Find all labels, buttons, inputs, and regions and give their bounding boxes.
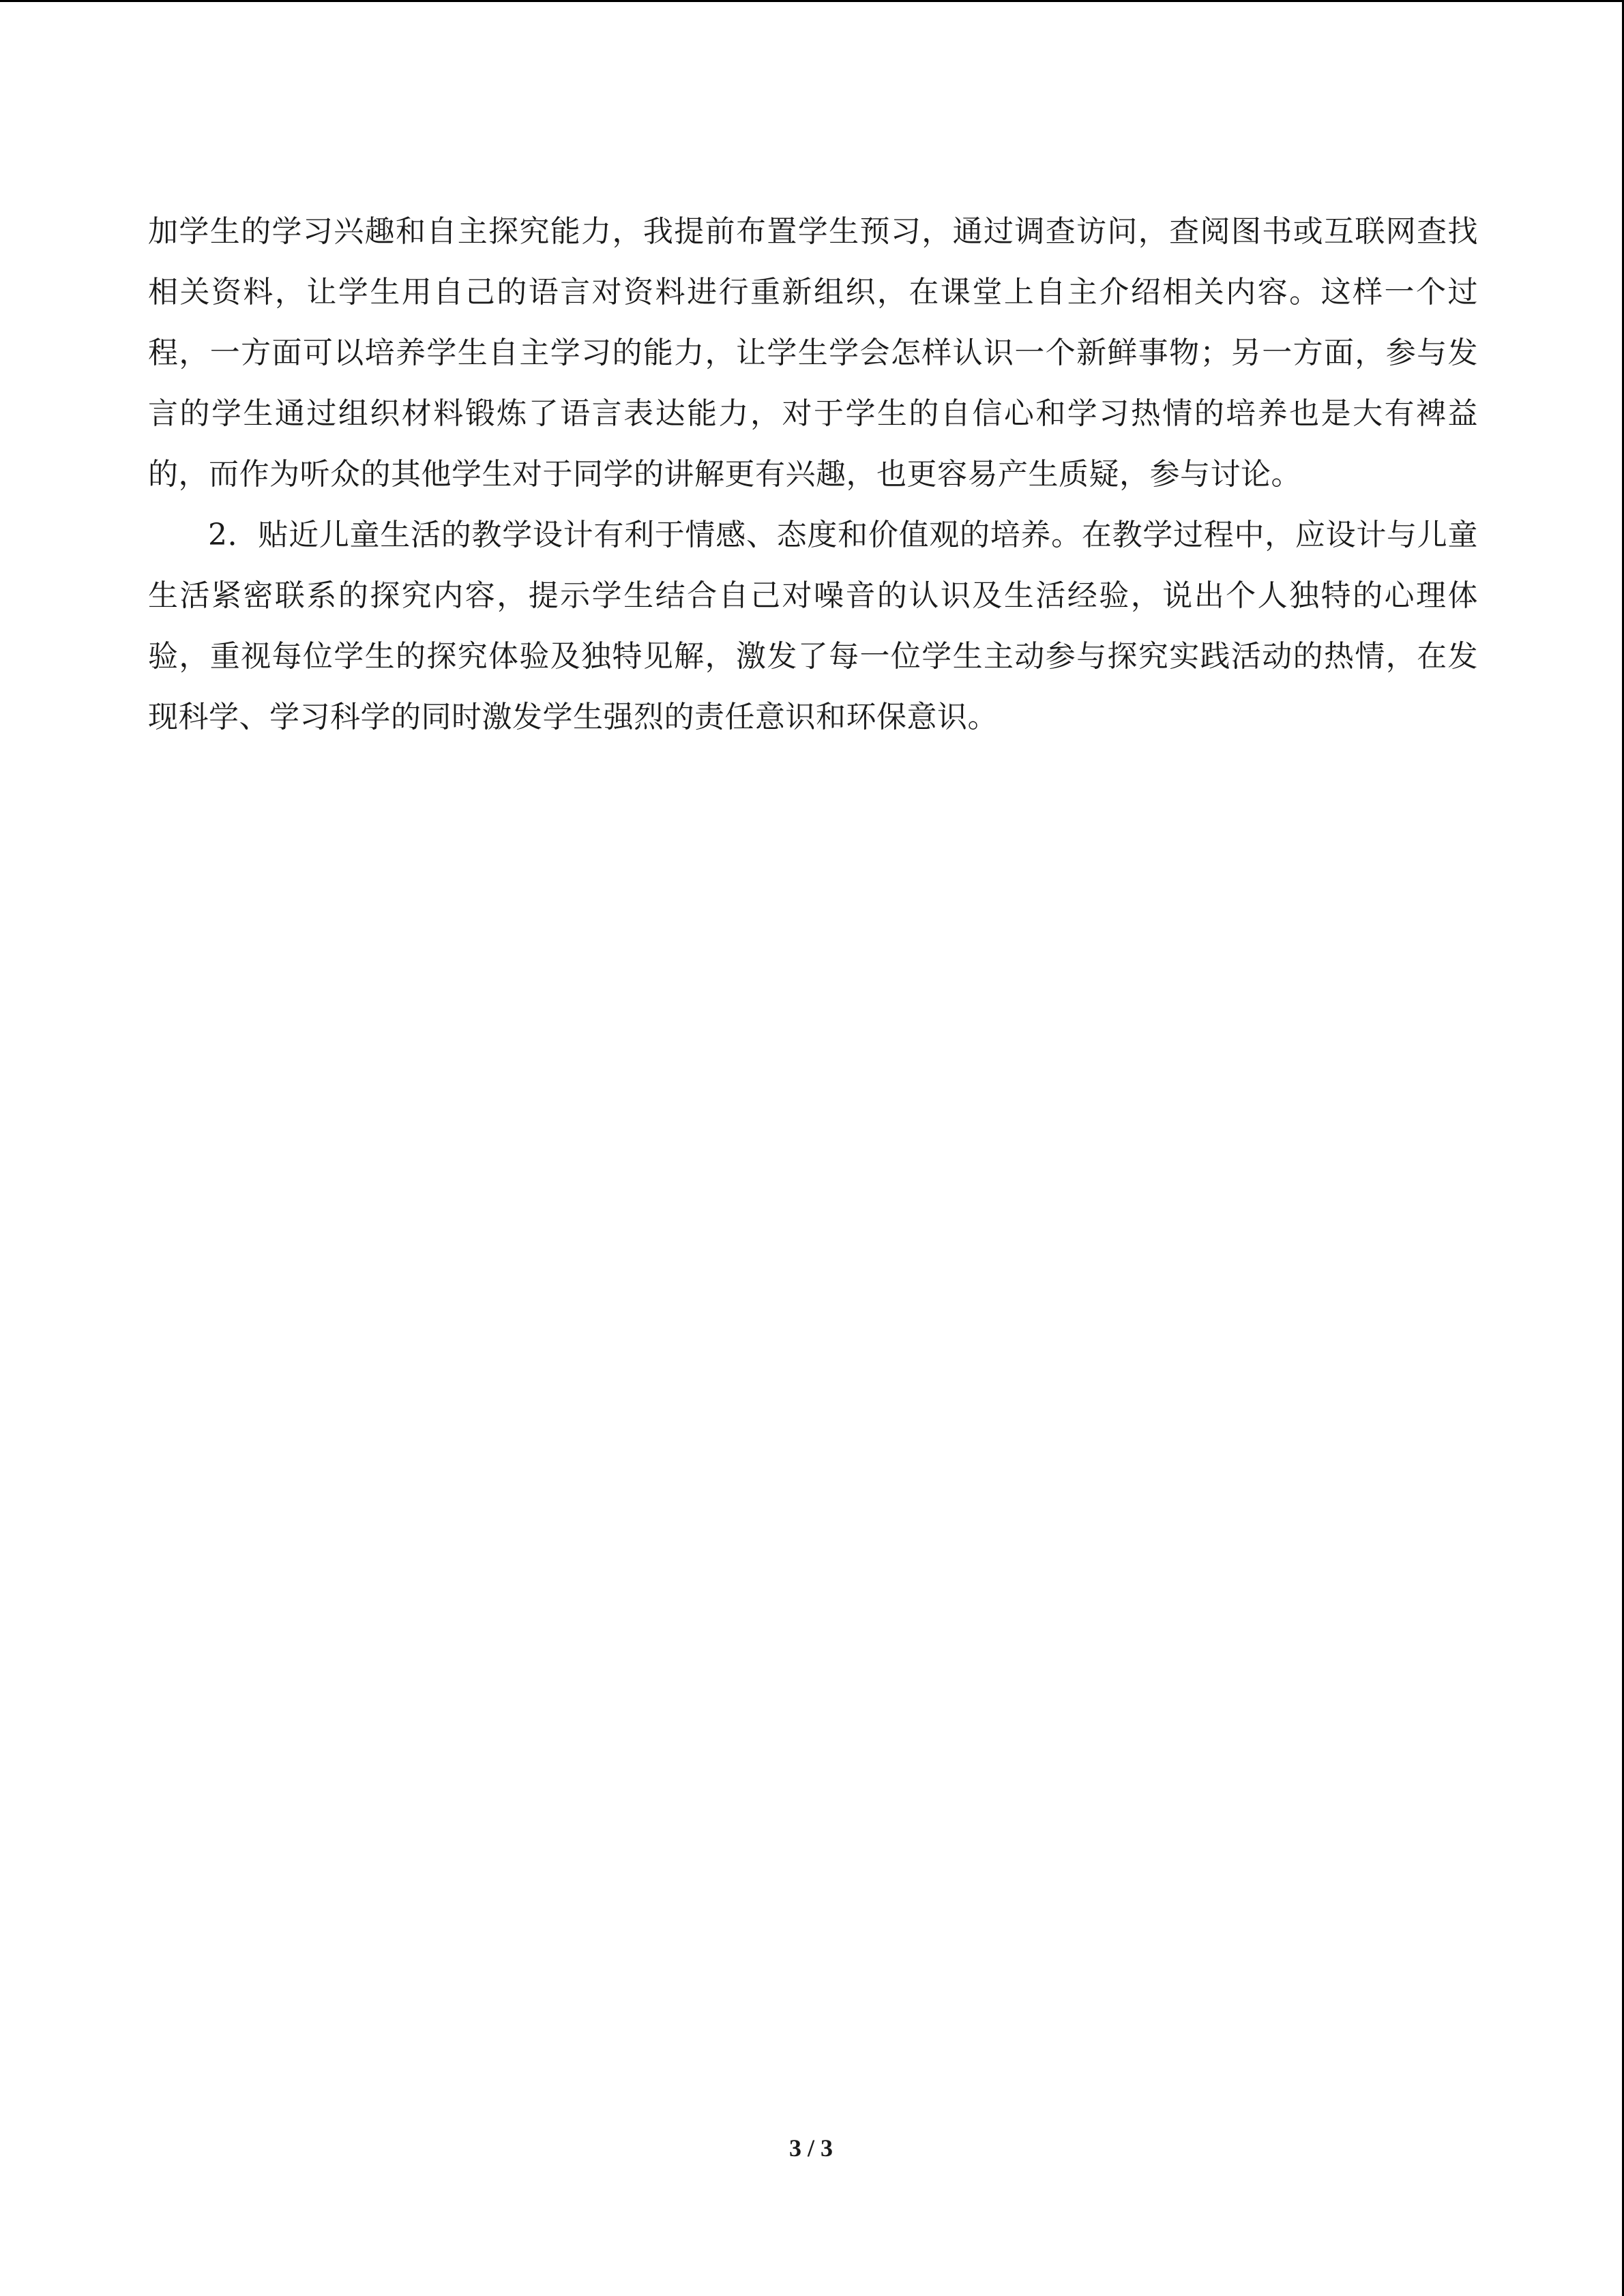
paragraph-2: 2．贴近儿童生活的教学设计有利于情感、态度和价值观的培养。在教学过程中，应设计与儿童生活紧密联系的探究内容，提示学生结合自己对噪音的认识及生活经验，说出个人独特的心理体验，重视每位学生的探究体验及独特见解，激发了每一位学生主动参与探究实践活动的热情，在发现科学、学习科学的同时激发学生强烈的责任意识和环保意识。 [148, 518, 1478, 734]
page-number: 3 / 3 [788, 2134, 833, 2162]
document-body [148, 201, 1478, 747]
paragraph-1: 加学生的学习兴趣和自主探究能力，我提前布置学生预习，通过调查访问，查阅图书或互联网查找相关资料，让学生用自己的语言对资料进行重新组织，在课堂上自主介绍相关内容。这样一个过程，一方面可以培养学生自主学习的能力，让学生学会怎样认识一个新鲜事物；另一方面，参与发言的学生通过组织材料锻炼了语言表达能力，对于学生的自信心和学习热情的培养也是大有裨益的，而作为听众的其他学生对于同学的讲解更有兴趣，也更容易产生质疑，参与讨论。 [148, 214, 1478, 492]
